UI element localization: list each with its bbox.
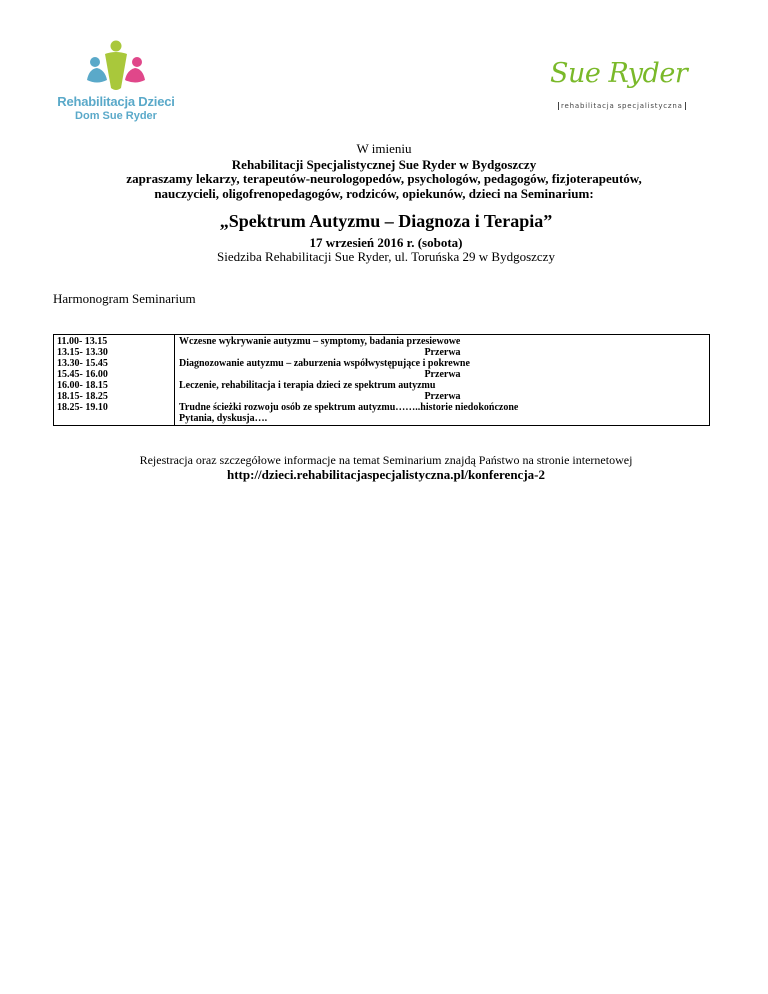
intro-line-2: Rehabilitacji Specjalistycznej Sue Ryder w Bydgoszczy (231, 157, 537, 172)
schedule-item: Pytania, dyskusja…. (179, 413, 268, 424)
seminar-venue: Siedziba Rehabilitacji Sue Ryder, ul. Toruńska 29 w Bydgoszczy (217, 249, 555, 264)
schedule-row (54, 335, 710, 426)
logo-left-line1: Rehabilitacja Dzieci (57, 94, 175, 109)
children-figures-icon (85, 40, 147, 92)
schedule-item: Leczenie, rehabilitacja i terapia dzieci ze spektrum autyzmu (179, 380, 436, 391)
intro-line-3: zapraszamy lekarzy, terapeutów-neurologopedów, psychologów, pedagogów, fizjoterapeutów, (126, 171, 642, 186)
logo-left-line2: Dom Sue Ryder (75, 110, 157, 122)
time-slot: 11.00- 13.15 (57, 336, 108, 347)
schedule-item: Diagnozowanie autyzmu – zaburzenia współwystępujące i pokrewne (179, 358, 470, 369)
registration-text: Rejestracja oraz szczegółowe informacje na temat Seminarium znajdą Państwo na stronie internetowej (139, 453, 633, 467)
intro-line-1: W imieniu (356, 141, 412, 156)
schedule-item-break: Przerwa (424, 347, 461, 358)
schedule-item: Trudne ścieżki rozwoju osób ze spektrum autyzmu……..historie niedokończone (179, 402, 519, 413)
seminar-date: 17 wrzesień 2016 r. (sobota) (309, 235, 463, 250)
intro-line-4: nauczycieli, oligofrenopedagogów, rodziców, opiekunów, dzieci na Seminarium: (154, 186, 594, 201)
time-slot: 15.45- 16.00 (57, 369, 108, 380)
schedule-times-cell (54, 335, 175, 426)
time-slot: 18.15- 18.25 (57, 391, 108, 402)
time-slot: 13.30- 15.45 (57, 358, 108, 369)
time-slot: 18.25- 19.10 (57, 402, 108, 413)
schedule-item: Wczesne wykrywanie autyzmu – symptomy, badania przesiewowe (179, 336, 461, 347)
sue-ryder-logo (550, 58, 690, 120)
time-slot: 16.00- 18.15 (57, 380, 108, 391)
seminar-title: „Spektrum Autyzmu – Diagnoza i Terapia” (219, 211, 553, 231)
sue-ryder-wordmark: Sue Ryder (550, 58, 688, 89)
schedule-table (53, 334, 710, 426)
schedule-item-break: Przerwa (424, 391, 461, 402)
schedule-item-break: Przerwa (424, 369, 461, 380)
schedule-heading: Harmonogram Seminarium (53, 291, 196, 306)
rehabilitacja-dzieci-logo (52, 40, 180, 126)
time-slot: 13.15- 13.30 (57, 347, 108, 358)
schedule-items-cell (175, 335, 710, 426)
sue-ryder-subtitle: rehabilitacja specjalistyczna (558, 102, 686, 110)
registration-link[interactable]: http://dzieci.rehabilitacjaspecjalistyczna.pl/konferencja-2 (227, 467, 545, 482)
